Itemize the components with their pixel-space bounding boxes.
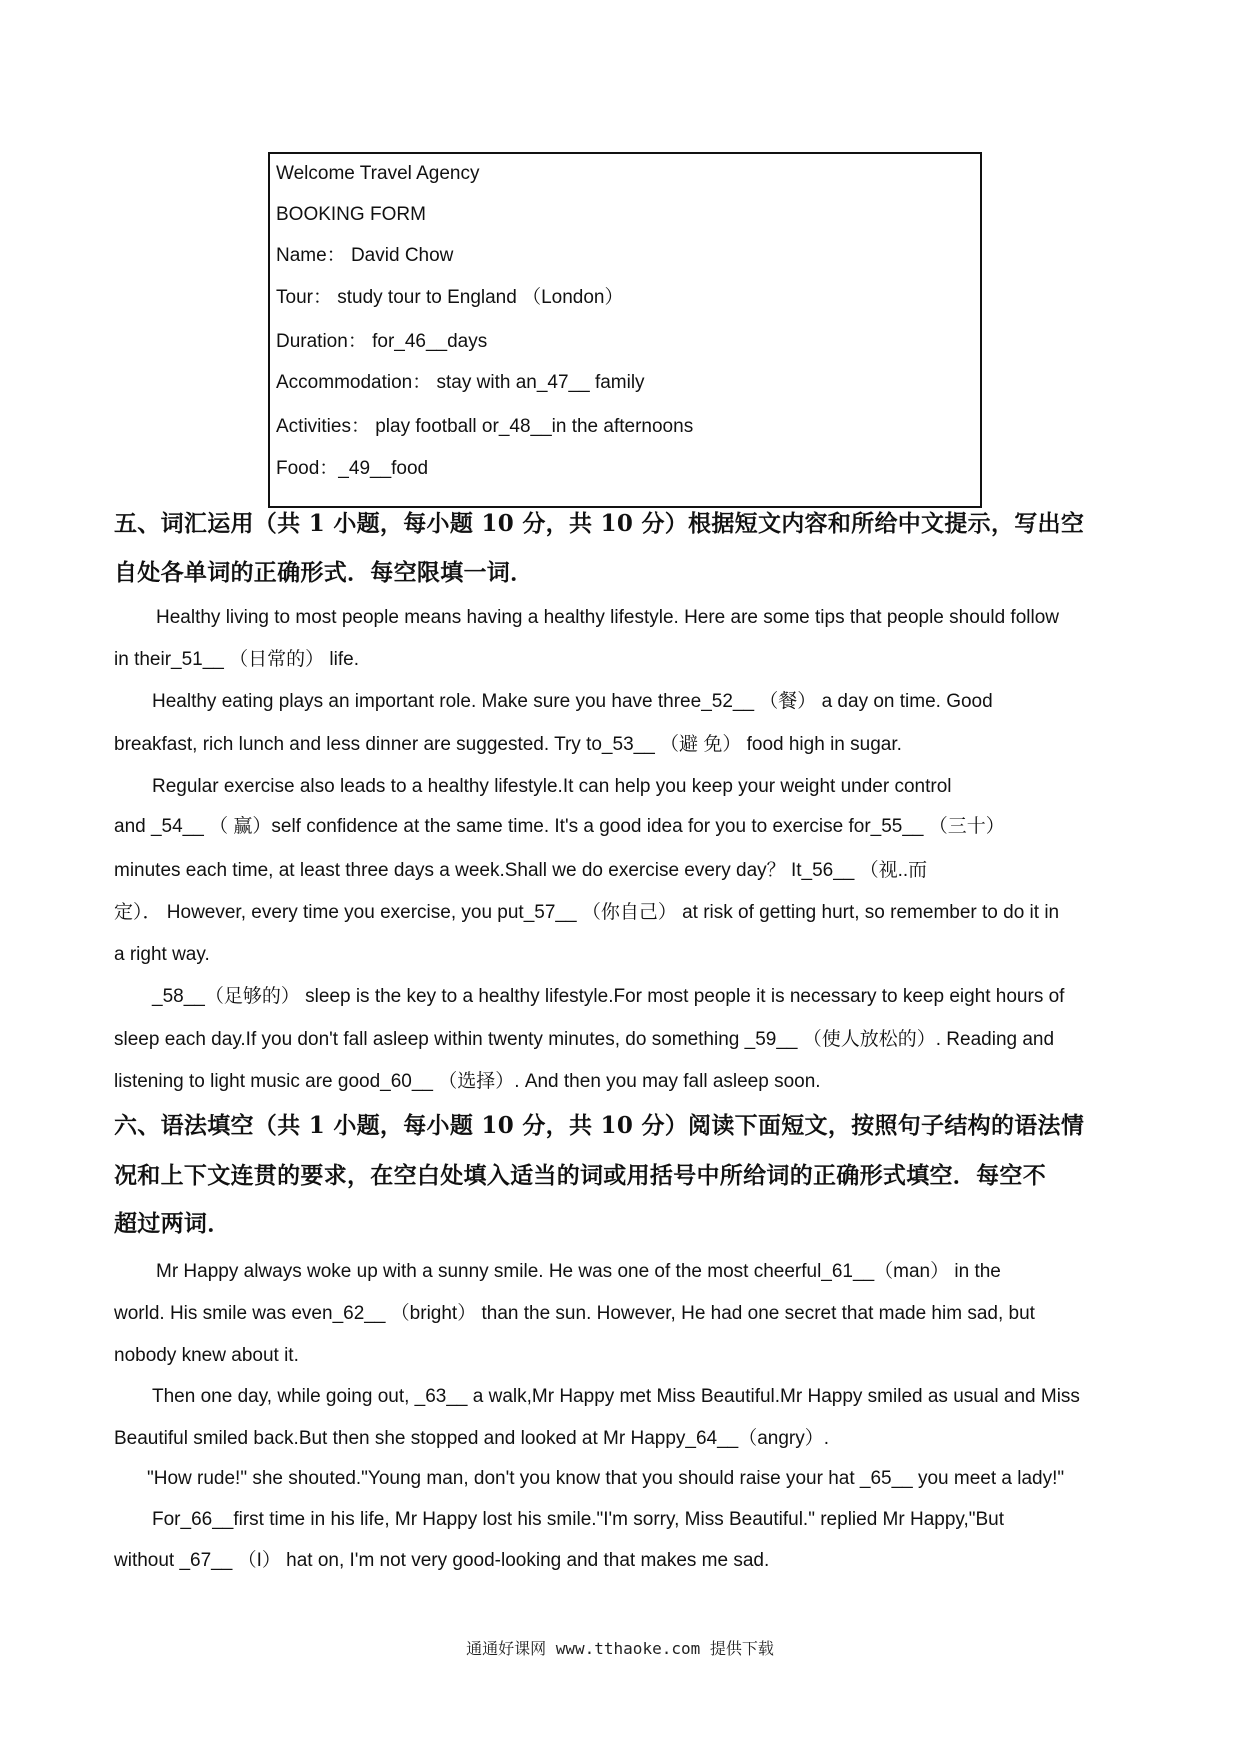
- section6-text-line: "How rude!" she shouted."Young man, don't you know that you should raise your hat _65__ you meet a lady!": [147, 1468, 1065, 1489]
- booking-form-line: Duration： for_46__days: [276, 331, 488, 352]
- section5-text-line: 定）． However, every time you exercise, you put_57__ （你自己） at risk of getting hurt, so remember to do it in: [114, 902, 1060, 923]
- section6-text-line: For_66__first time in his life, Mr Happy lost his smile."I'm sorry, Miss Beautiful." replied Mr Happy,"But: [152, 1509, 1005, 1530]
- section5-text-line: Healthy living to most people means having a healthy lifestyle. Here are some tips that people should follow: [156, 607, 1060, 628]
- booking-form-line: Tour： study tour to England （London）: [276, 287, 624, 308]
- booking-form-line: Name： David Chow: [276, 245, 454, 266]
- footer-download-note: 通通好课网 www.tthaoke.com 提供下载: [466, 1639, 774, 1658]
- section6-text-line: Mr Happy always woke up with a sunny smile. He was one of the most cheerful_61__（man） in the: [156, 1261, 1001, 1282]
- section6-text-line: world. His smile was even_62__ （bright） than the sun. However, He had one secret that made him sad, but: [114, 1303, 1035, 1324]
- booking-form-line: Welcome Travel Agency: [276, 163, 480, 184]
- section5-text-line: in their_51__ （日常的） life.: [114, 649, 359, 670]
- section5-text-line: breakfast, rich lunch and less dinner are suggested. Try to_53__ （避 免） food high in sugar.: [114, 734, 902, 755]
- section6-text-line: nobody knew about it.: [114, 1345, 299, 1366]
- booking-form-line: Accommodation： stay with an_47__ family: [276, 372, 645, 393]
- section6-heading: 况和上下文连贯的要求，在空白处填入适当的词或用括号中所给词的正确形式填空．每空不: [114, 1162, 1046, 1189]
- section5-text-line: listening to light music are good_60__ （选择）. And then you may fall asleep soon.: [114, 1071, 821, 1092]
- section6-text-line: without _67__ （I） hat on, I'm not very good-looking and that makes me sad.: [114, 1550, 770, 1571]
- section6-heading: 超过两词．: [114, 1210, 231, 1237]
- section5-heading: 五、词汇运用（共 1 小题，每小题 10 分，共 10 分）根据短文内容和所给中文提示，写出空: [114, 510, 1085, 537]
- booking-form-line: Activities： play football or_48__in the afternoons: [276, 416, 694, 437]
- section5-text-line: a right way.: [114, 944, 210, 965]
- booking-form-line: BOOKING FORM: [276, 204, 426, 225]
- section5-text-line: sleep each day.If you don't fall asleep within twenty minutes, do something _59__ （使人放松的）. Reading and: [114, 1029, 1055, 1050]
- section6-text-line: Then one day, while going out, _63__ a walk,Mr Happy met Miss Beautiful.Mr Happy smiled as usual and Miss: [152, 1386, 1080, 1407]
- section5-text-line: Regular exercise also leads to a healthy lifestyle.It can help you keep your weight under control: [152, 776, 952, 797]
- booking-form-line: Food：_49__food: [276, 458, 429, 479]
- section6-heading: 六、语法填空（共 1 小题，每小题 10 分，共 10 分）阅读下面短文，按照句子结构的语法情: [114, 1112, 1085, 1139]
- section5-heading: 自处各单词的正确形式．每空限填一词．: [114, 559, 534, 586]
- section5-text-line: and _54__ （ 赢）self confidence at the same time. It's a good idea for you to exercise for_55__ （三十）: [114, 816, 1005, 837]
- section5-text-line: minutes each time, at least three days a week.Shall we do exercise every day？ It_56__ （视..而: [114, 860, 928, 881]
- section6-text-line: Beautiful smiled back.But then she stopped and looked at Mr Happy_64__（angry）.: [114, 1428, 830, 1449]
- section5-text-line: Healthy eating plays an important role. Make sure you have three_52__ （餐） a day on time. Good: [152, 691, 993, 712]
- section5-text-line: _58__（足够的） sleep is the key to a healthy lifestyle.For most people it is necessary to keep eight hours of: [152, 986, 1065, 1007]
